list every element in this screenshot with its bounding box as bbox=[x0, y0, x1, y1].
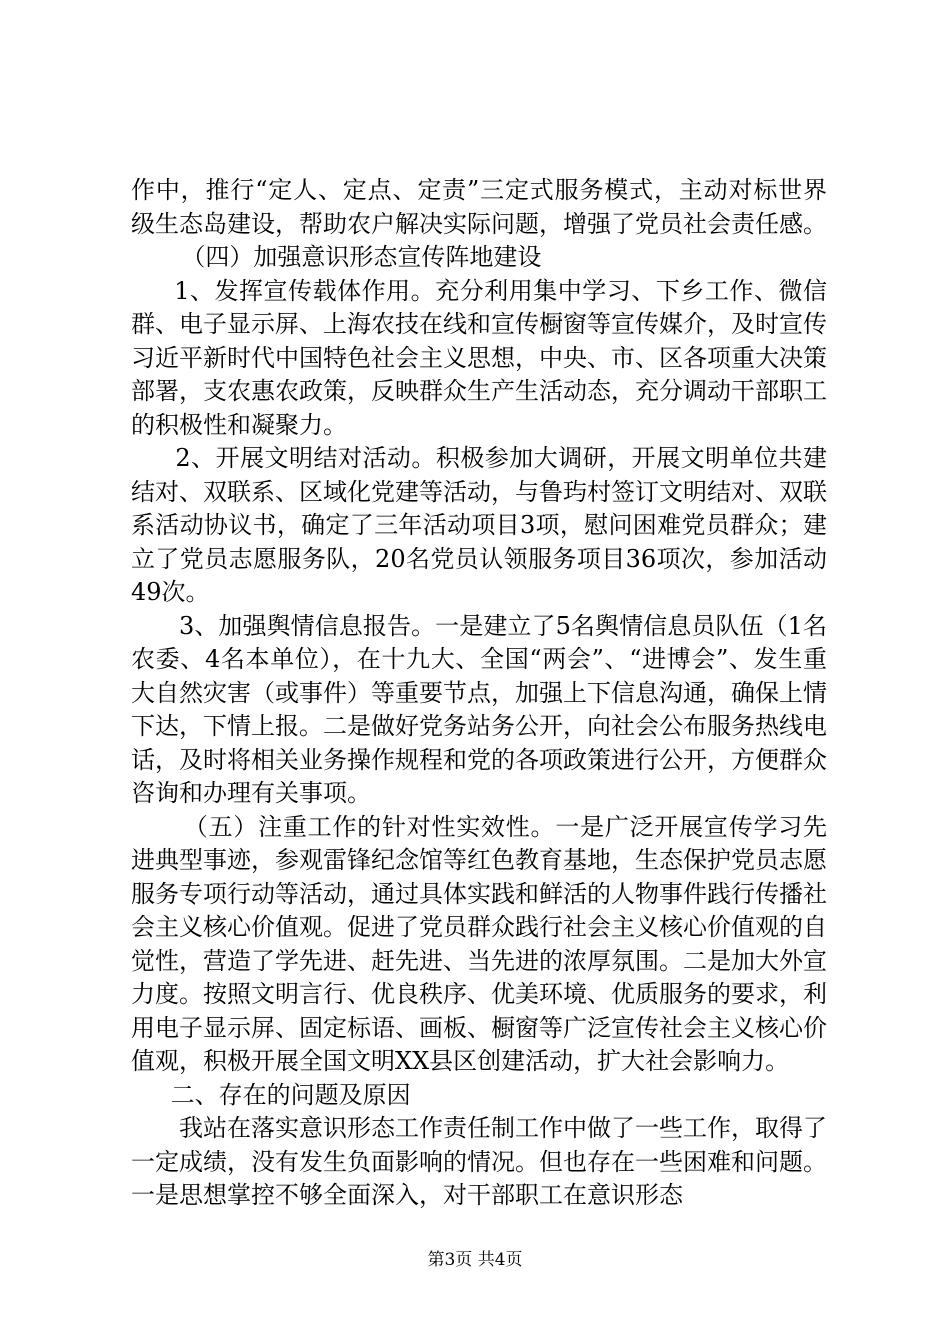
paragraph-item-1: 1、发挥宣传载体作用。充分利用集中学习、下乡工作、微信群、电子显示屏、上海农技在线和宣传橱窗等宣传媒介，及时宣传习近平新时代中国特色社会主义思想，中央、市、区各项重大决策部署，支农惠农政策，反映群众生产生活动态，充分调动干部职工的积极性和凝聚力。 bbox=[131, 276, 827, 439]
paragraph-item-2: 2、开展文明结对活动。积极参加大调研，开展文明单位共建结对、双联系、区域化党建等活动，与鲁玙村签订文明结对、双联系活动协议书，确定了三年活动项目3项，慰问困难党员群众；建立了党员志愿服务队，20名党员认领服务项目36项次，参加活动49次。 bbox=[131, 444, 827, 606]
section-heading-four: （四）加强意识形态宣传阵地建设 bbox=[181, 243, 542, 271]
section-heading-problems: 二、存在的问题及原因 bbox=[170, 1080, 411, 1109]
document-body bbox=[131, 174, 827, 1213]
page-footer: 第3页 共4页 bbox=[427, 1250, 523, 1270]
paragraph-section-five: （五）注重工作的针对性实效性。一是广泛开展宣传学习先进典型事迹，参观雷锋纪念馆等红色教育基地，生态保护党员志愿服务专项行动等活动，通过具体实践和鲜活的人物事件践行传播社会主义核心价值观。促进了党员群众践行社会主义核心价值观的自觉性，营造了学先进、赶先进、当先进的浓厚氛围。二是加大外宣力度。按照文明言行、优良秩序、优美环境、优质服务的要求，利用电子显示屏、固定标语、画板、橱窗等广泛宣传社会主义核心价值观，积极开展全国文明XX县区创建活动，扩大社会影响力。 bbox=[131, 812, 827, 1075]
paragraph-problems: 我站在落实意识形态工作责任制工作中做了一些工作，取得了一定成绩，没有发生负面影响的情况。但也存在一些困难和问题。一是思想掌控不够全面深入，对干部职工在意识形态 bbox=[131, 1114, 827, 1209]
paragraph-continuation: 作中，推行“定人、定点、定责”三定式服务模式，主动对标世界级生态岛建设，帮助农户解决实际问题，增强了党员社会责任感。 bbox=[131, 176, 827, 238]
paragraph-item-3: 3、加强舆情信息报告。一是建立了5名舆情信息员队伍（1名农委、4名本单位），在十九大、全国“两会”、“进博会”、发生重大自然灾害（或事件）等重要节点，加强上下信息沟通，确保上情下达，下情上报。二是做好党务站务公开，向社会公布服务热线电话，及时将相关业务操作规程和党的各项政策进行公开，方便群众咨询和办理有关事项。 bbox=[131, 611, 827, 807]
